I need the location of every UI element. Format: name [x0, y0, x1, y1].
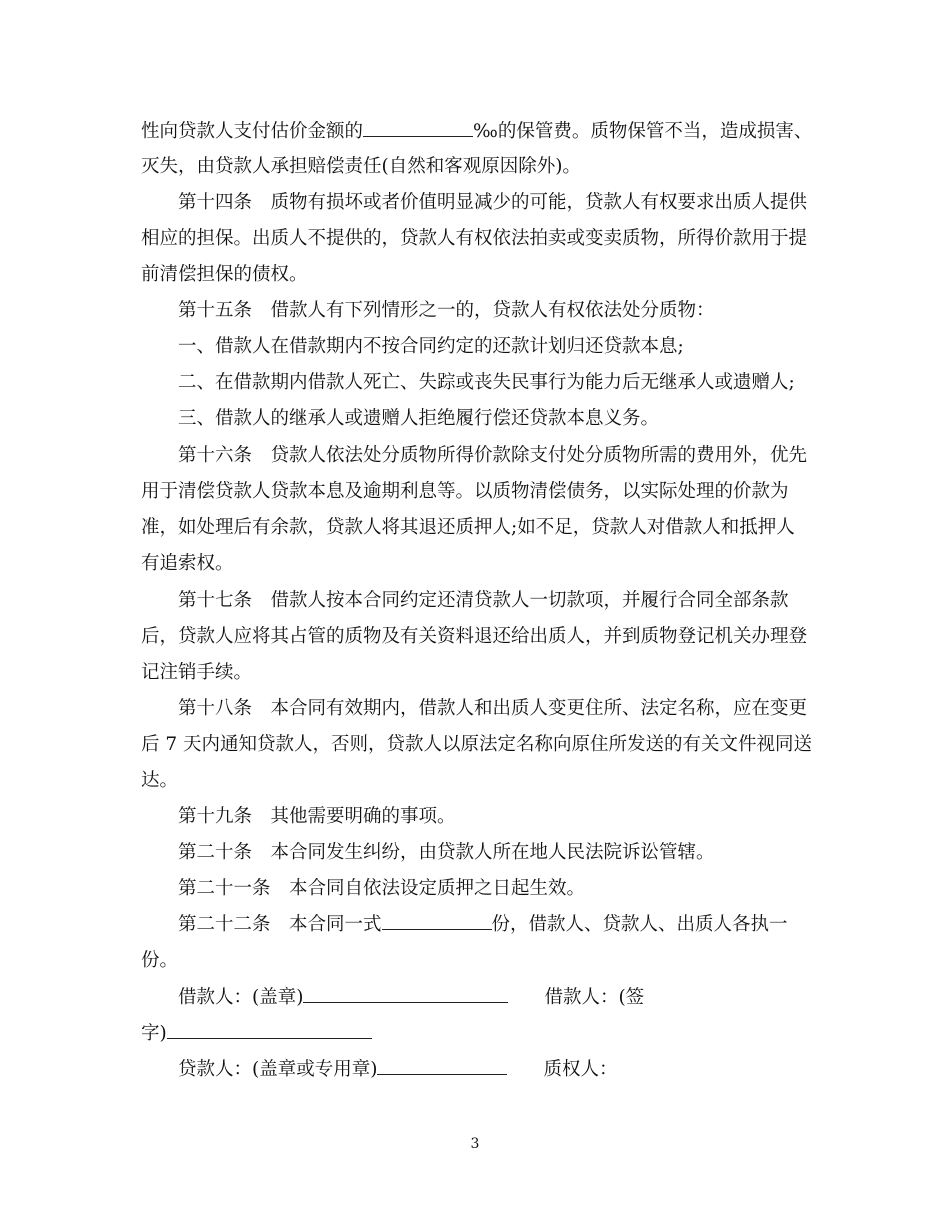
text-line: 相应的担保。出质人不提供的，贷款人有权依法拍卖或变卖质物，所得价款用于提 — [141, 228, 808, 249]
signature-line — [178, 1056, 617, 1084]
page-number: 3 — [470, 1136, 480, 1152]
text-segment: ‰的保管费。质物保管不当，造成损害、 — [473, 121, 813, 142]
text-line: 前清偿担保的债权。 — [141, 264, 308, 285]
text-segment: 份，借款人、贷款人、出质人各执一 — [491, 914, 788, 935]
text-segment: 字) — [141, 1023, 167, 1044]
text-line: 后，贷款人应将其占管的质物及有关资料退还给出质人，并到质物登记机关办理登 — [141, 626, 808, 647]
signature-line — [141, 1020, 372, 1048]
signature-line — [178, 984, 644, 1012]
article-15: 第十五条 借款人有下列情形之一的，贷款人有权依法处分质物： — [178, 300, 715, 321]
list-item: 一、借款人在借款期内不按合同约定的还款计划归还贷款本息; — [178, 336, 684, 357]
borrower-sign-label: 借款人：(签 — [544, 987, 645, 1008]
blank-underline — [303, 984, 508, 1003]
blank-underline — [363, 118, 473, 137]
pledgee-label: 质权人： — [543, 1059, 618, 1080]
text-line: 份。 — [141, 950, 179, 971]
blank-underline — [382, 911, 492, 930]
article-17: 第十七条 借款人按本合同约定还清贷款人一切款项，并履行合同全部条款 — [178, 590, 789, 611]
text-line: 用于清偿贷款人贷款本息及逾期利息等。以质物清偿债务，以实际处理的价款为 — [141, 481, 789, 502]
lender-seal-label: 贷款人：(盖章或专用章) — [178, 1059, 378, 1080]
text-line: 记注销手续。 — [141, 662, 253, 683]
text-line: 达。 — [141, 770, 179, 791]
list-item: 三、借款人的继承人或遗赠人拒绝履行偿还贷款本息义务。 — [178, 408, 660, 429]
article-16: 第十六条 贷款人依法处分质物所得价款除支付处分质物所需的费用外，优先 — [178, 445, 808, 466]
article-18: 第十八条 本合同有效期内，借款人和出质人变更住所、法定名称，应在变更 — [178, 698, 808, 719]
article-20: 第二十条 本合同发生纠纷，由贷款人所在地人民法院诉讼管辖。 — [178, 842, 715, 863]
text-segment: 第二十二条 本合同一式 — [178, 914, 382, 935]
text-line: 准，如处理后有余款，贷款人将其退还质押人;如不足，贷款人对借款人和抵押人 — [141, 517, 795, 538]
article-19: 第十九条 其他需要明确的事项。 — [178, 806, 456, 827]
text-line: 有追索权。 — [141, 553, 234, 574]
borrower-seal-label: 借款人：(盖章) — [178, 987, 304, 1008]
list-item: 二、在借款期内借款人死亡、失踪或丧失民事行为能力后无继承人或遗赠人; — [178, 372, 795, 393]
text-line — [141, 118, 812, 146]
article-14: 第十四条 质物有损坏或者价值明显减少的可能，贷款人有权要求出质人提供 — [178, 192, 808, 213]
blank-underline — [377, 1056, 507, 1075]
blank-underline — [167, 1020, 372, 1039]
article-22 — [178, 911, 788, 939]
text-line: 后 7 天内通知贷款人，否则，贷款人以原法定名称向原住所发送的有关文件视同送 — [141, 734, 813, 755]
article-21: 第二十一条 本合同自依法设定质押之日起生效。 — [178, 878, 586, 899]
text-segment: 性向贷款人支付估价金额的 — [141, 121, 364, 142]
text-line: 灭失，由贷款人承担赔偿责任(自然和客观原因除外)。 — [141, 156, 581, 177]
